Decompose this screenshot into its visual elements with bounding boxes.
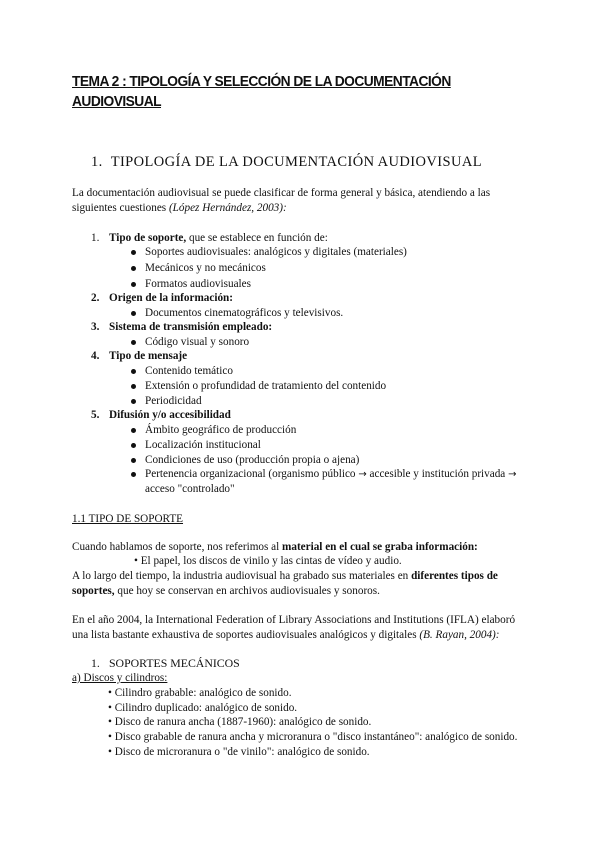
small-bullet-icon: •: [108, 702, 112, 714]
intro-line-2: [72, 201, 287, 216]
mechanical-heading: SOPORTES MECÁNICOS: [109, 656, 240, 670]
criterion-1: [109, 231, 328, 246]
criterion-1-suffix: que se establece en función de:: [186, 232, 328, 244]
small-bullet-icon: •: [108, 746, 112, 758]
bullet-icon: [131, 250, 136, 255]
mechanical-item: [108, 715, 371, 730]
para2-line-1: En el año 2004, la International Federation of Library Associations and Institutions (IFLA) elaboró: [72, 614, 516, 626]
list-item: Periodicidad: [145, 395, 202, 407]
bullet-icon: [131, 311, 136, 316]
mechanical-item: [108, 701, 297, 716]
intro-line-1: La documentación audiovisual se puede clasificar de forma general y básica, atendiendo a las: [72, 187, 491, 199]
bullet-icon: [131, 369, 136, 374]
list-item: Extensión o profundidad de tratamiento del contenido: [145, 380, 387, 392]
mechanical-item: [108, 745, 370, 760]
list-item: Código visual y sonoro: [145, 336, 250, 348]
bullet-icon: [131, 458, 136, 463]
title-line-1: TEMA 2 : TIPOLOGÍA Y SELECCIÓN DE LA DOCUMENTACIÓN: [72, 73, 451, 90]
list-item: Mecánicos y no mecánicos: [145, 262, 266, 274]
criterion-1-label: Tipo de soporte,: [109, 232, 187, 244]
bullet-icon: [131, 266, 136, 271]
document-title: [72, 72, 495, 112]
small-bullet-icon: •: [134, 555, 138, 567]
mechanical-item: [108, 686, 292, 701]
small-bullet-icon: •: [108, 731, 112, 743]
arrow-right-icon: →: [508, 469, 517, 480]
criterion-3-label: Sistema de transmisión empleado:: [109, 321, 273, 333]
mechanical-item-text: Cilindro duplicado: analógico de sonido.: [114, 702, 298, 714]
para1-line-1: [72, 540, 478, 555]
list-item: Contenido temático: [145, 365, 233, 377]
mechanical-item-text: Disco grabable de ranura ancha y microranura o "disco instantáneo": analógico de sonido.: [114, 731, 518, 743]
list-item: [145, 467, 516, 482]
list-item: Formatos audiovisuales: [145, 278, 251, 290]
list-item-text: Pertenencia organizacional (organismo público: [145, 468, 356, 480]
small-bullet-icon: •: [108, 716, 112, 728]
para1-text: A lo largo del tiempo, la industria audiovisual ha grabado sus materiales en: [72, 570, 409, 582]
title-line-2: AUDIOVISUAL: [72, 93, 162, 110]
mechanical-item-text: Disco de ranura ancha (1887-1960): analógico de sonido.: [114, 716, 372, 728]
arrow-right-icon: →: [358, 469, 367, 480]
list-item: Documentos cinematográficos y televisivos.: [145, 307, 344, 319]
criterion-4-label: Tipo de mensaje: [109, 350, 188, 362]
para1-line-4: [72, 584, 380, 599]
list-item: Localización institucional: [145, 439, 261, 451]
para1-bold: material en el cual se graba información:: [282, 541, 478, 553]
para1-text: Cuando hablamos de soporte, nos referimos al: [72, 541, 280, 553]
mechanical-item-text: Cilindro grabable: analógico de sonido.: [114, 687, 292, 699]
intro-text: siguientes cuestiones: [72, 202, 167, 214]
bullet-icon: [131, 443, 136, 448]
small-bullet-icon: •: [108, 687, 112, 699]
mechanical-item-text: Disco de microranura o "de vinilo": analógico de sonido.: [114, 746, 370, 758]
intro-citation: (López Hernández, 2003):: [168, 202, 287, 214]
para1-sub-bullet: [134, 554, 402, 569]
subsection-heading: 1.1 TIPO DE SOPORTE: [72, 513, 184, 525]
list-item: Soportes audiovisuales: analógicos y digitales (materiales): [145, 246, 407, 258]
bullet-icon: [131, 384, 136, 389]
bullet-icon: [131, 399, 136, 404]
bullet-icon: [131, 340, 136, 345]
para2-line-2: [72, 628, 500, 643]
criterion-2-label: Origen de la información:: [109, 292, 233, 304]
list-item: Ámbito geográfico de producción: [145, 424, 297, 436]
criterion-1-number: 1.: [91, 232, 100, 244]
para1-line-3: [72, 569, 498, 584]
criterion-3-number: 3.: [91, 321, 100, 333]
criterion-5-number: 5.: [91, 409, 100, 421]
para1-bold: soportes,: [72, 585, 115, 597]
para1-text: que hoy se conservan en archivos audiovisuales y sonoros.: [117, 585, 380, 597]
para2-text: una lista bastante exhaustiva de soportes audiovisuales analógicos y digitales: [72, 629, 417, 641]
bullet-icon: [131, 472, 136, 477]
mechanical-number: 1.: [91, 656, 100, 670]
section-number: 1.: [91, 154, 103, 170]
para1-sub-bullet-text: El papel, los discos de vinilo y las cintas de vídeo y audio.: [140, 555, 402, 567]
bullet-icon: [131, 428, 136, 433]
section-heading: [91, 154, 482, 171]
para2-citation: (B. Rayan, 2004):: [419, 629, 500, 641]
mechanical-sub-label: a) Discos y cilindros:: [72, 672, 168, 684]
bullet-icon: [131, 282, 136, 287]
section-title: TIPOLOGÍA DE LA DOCUMENTACIÓN AUDIOVISUAL: [110, 154, 482, 170]
para1-bold: diferentes tipos de: [411, 570, 498, 582]
list-item-continuation: acceso "controlado": [145, 483, 235, 495]
list-item: Condiciones de uso (producción propia o ajena): [145, 454, 360, 466]
criterion-2-number: 2.: [91, 292, 100, 304]
criterion-5-label: Difusión y/o accesibilidad: [109, 409, 231, 421]
criterion-4-number: 4.: [91, 350, 100, 362]
mechanical-item: [108, 730, 517, 745]
list-item-text: accesible y institución privada: [369, 468, 506, 480]
